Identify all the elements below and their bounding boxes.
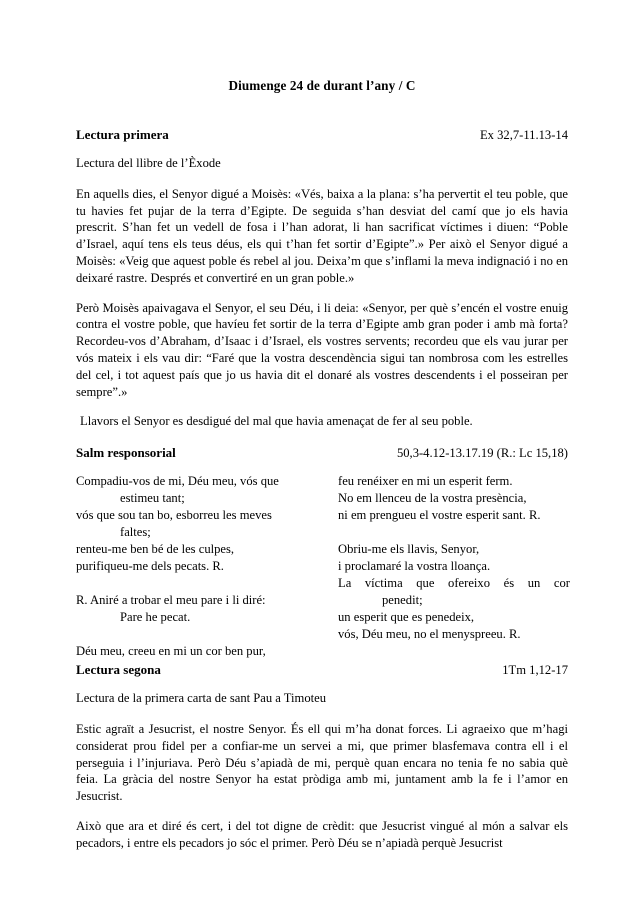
psalm-stanza [76,473,324,575]
second-reading-header [76,662,568,678]
psalm-verse-line: un esperit que es penedeix, [338,609,475,624]
psalm-stanza [76,592,324,626]
psalm-verse-line: purifiqueu-me dels pecats. R. [76,558,224,573]
psalm-right-column [338,473,570,642]
psalm-columns [76,473,570,658]
psalm-verse-line: La víctima que ofereixo és un cor [338,575,570,590]
first-reading-header [76,127,568,143]
first-reading-heading: Lectura primera [76,127,169,142]
first-reading-citation: Ex 32,7-11.13-14 [479,128,568,142]
psalm-stanza [338,541,570,643]
first-reading-paragraph: Però Moisès apaivagava el Senyor, el seu Déu, i li deia: «Senyor, per què s’encén el vostre enuig contra el vostre poble, que havíeu fet sortir de la terra d’Egipte amb gran poder i amb mà forta? Recordeu-vos d’Abraham, d’Isaac i d’Israel, els vostres servents; recordeu que els vau jurar per vós mateix i els vau dir: “Faré que la vostra descendència sigui tan nombrosa com les estrelles del cel, i tot aquest país que jo us havia dit el donaré als vostres descendents i el posseiran per sempre”.» [76,300,568,399]
second-reading-paragraph: Estic agraït a Jesucrist, el nostre Senyor. És ell qui m’ha donat forces. Li agraeixo que m’hagi considerat prou fidel per a confiar-me un servei a mi, que primer blasfemava contra ell i el perseguia i l’injuriava. Però Déu s’apiadà de mi, perquè quan encara no tenia fe no sabia què feia. La gràcia del nostre Senyor ha estat pròdiga amb mi, juntament amb la fe i l’amor en Jesucrist. [76,722,568,804]
psalm-verse-line: renteu-me ben bé de les culpes, [76,542,235,557]
second-reading-incipit: Lectura de la primera carta de sant Pau a Timoteu [76,691,327,706]
psalm-verse-line: Déu meu, creeu en mi un cor ben pur, [76,643,266,658]
psalm-verse-line: penedit; [382,592,423,607]
psalm-verse-line: faltes; [120,525,151,540]
first-reading-paragraph: Llavors el Senyor es desdigué del mal que havia amenaçat de fer al seu poble. [80,414,473,429]
psalm-verse-line: feu renéixer en mi un esperit ferm. [338,474,513,489]
page-title: Diumenge 24 de durant l’any / C [228,78,416,93]
first-reading-incipit: Lectura del llibre de l’Èxode [76,156,221,170]
psalm-verse-line: No em llenceu de la vostra presència, [338,491,527,506]
psalm-verse-line: R. Aniré a trobar el meu pare i li diré: [76,592,266,607]
psalm-verse-line: Pare he pecat. [120,609,191,624]
psalm-citation: 50,3-4.12-13.17.19 (R.: Lc 15,18) [396,446,568,461]
psalm-verse-line: vós que sou tan bo, esborreu les meves [76,508,272,523]
second-reading-heading: Lectura segona [76,662,161,678]
psalm-left-column [76,473,324,659]
psalm-verse-line: ni em prengueu el vostre esperit sant. R. [338,508,541,523]
second-reading-paragraph: Això que ara et diré és cert, i del tot digne de crèdit: que Jesucrist vingué al món a salvar els pecadors, i entre els pecadors jo sóc el primer. Però Déu se n’apiadà perquè Jesucrist [76,819,568,850]
psalm-header [76,445,568,461]
psalm-verse-line: vós, Déu meu, no el menyspreeu. R. [338,626,521,641]
psalm-verse-line: Compadiu-vos de mi, Déu meu, vós que [76,474,279,489]
psalm-verse-line: i proclamaré la vostra lloança. [338,559,491,574]
psalm-heading: Salm responsorial [76,445,176,461]
psalm-stanza [76,643,324,660]
psalm-stanza [338,473,570,524]
psalm-verse-line: estimeu tant; [120,491,185,506]
first-reading-paragraph: En aquells dies, el Senyor digué a Moisès: «Vés, baixa a la plana: s’ha pervertit el teu poble, que tu havies fet pujar de la terra d’Egipte. De seguida s’han desviat del camí que jo els havia prescrit. S’han fet un vedell de fosa i l’han adorat, li han sacrificat víctimes i diuen: “Poble d’Israel, aquí tens els teus déus, els qui t’han fet sortir d’Egipte”.» Per això el Senyor digué a Moisès: «Veig que aquest poble és rebel al jou. Deixa’m que s’inflami la meva indignació i no en deixaré rastre. Després et convertiré en un gran poble.» [76,186,568,285]
psalm-verse-line: Obriu-me els llavis, Senyor, [338,542,480,557]
second-reading-citation: 1Tm 1,12-17 [502,663,568,678]
